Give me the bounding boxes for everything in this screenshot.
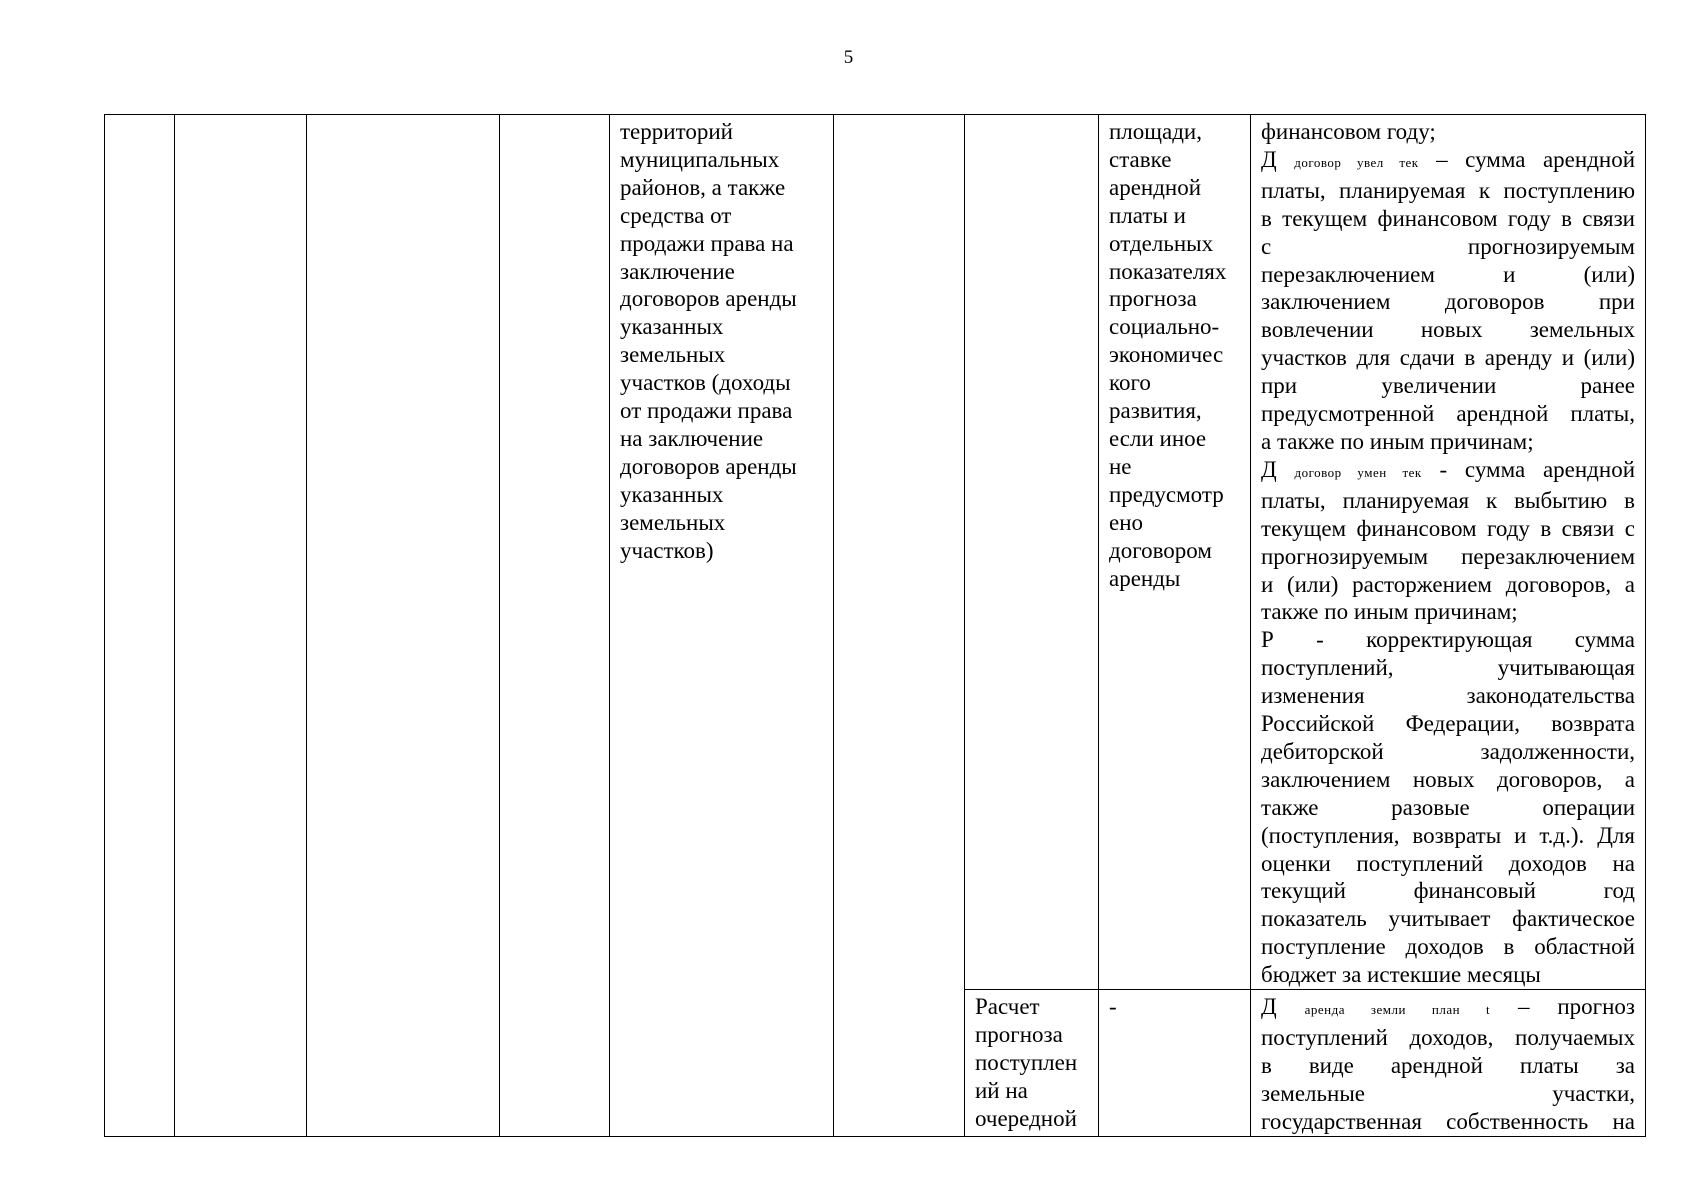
text-line: земельные участки, (1261, 1080, 1635, 1106)
text-line: изменения законодательства (1261, 683, 1635, 709)
formula-term-d-decrease (1261, 456, 1635, 487)
variable-symbol: Д (1261, 994, 1277, 1020)
text-line: социально- (1109, 314, 1220, 340)
text-line: заключением договоров при (1261, 289, 1635, 315)
text-line: отдельных (1109, 230, 1214, 256)
cell-col7 (965, 115, 1099, 990)
text-line: площади, (1109, 119, 1202, 144)
text-line: прогнозируемым перезаключением (1261, 543, 1635, 569)
text-line: на заключение (620, 425, 764, 451)
cell-calculation-basis (1099, 115, 1251, 990)
text-fragment: – сумма арендной (1418, 146, 1636, 172)
text-line: договоров аренды (620, 453, 797, 479)
text-line: районов, а также (620, 174, 786, 200)
text-line: бюджет за истекшие месяцы (1261, 962, 1541, 988)
cell-forecast-method (965, 990, 1099, 1137)
text-line: экономичес (1109, 342, 1224, 368)
text-line: государственная собственность на (1261, 1108, 1635, 1134)
text-line: заключением новых договоров, а (1261, 766, 1635, 792)
cell-col3 (307, 115, 500, 1137)
cell-income-description (610, 115, 834, 1137)
text-line: дебиторской задолженности, (1261, 738, 1635, 764)
cell-dash (1099, 990, 1251, 1137)
text-line: и (или) расторжением договоров, а (1261, 571, 1635, 597)
page-number: 5 (843, 47, 854, 68)
text-line: а также по иным причинам; (1261, 428, 1534, 454)
text-line: поступлений доходов, получаемых (1261, 1025, 1635, 1050)
variable-subscript: аренда земли план t (1304, 1002, 1491, 1018)
formula-term-d-increase (1261, 146, 1635, 177)
text-line: муниципальных (620, 146, 780, 172)
text-line: прогноза (975, 1022, 1063, 1047)
text-line: не (1109, 453, 1132, 479)
text-line: (поступления, возвраты и т.д.). Для (1261, 822, 1635, 848)
text-line: также разовые операции (1261, 794, 1635, 820)
text-line: от продажи права (620, 398, 793, 424)
formula-term-p: Р - корректирующая сумма (1261, 627, 1635, 653)
text-line: предусмотр (1109, 481, 1224, 507)
cell-col2 (175, 115, 307, 1137)
text-line: поступлен (975, 1049, 1078, 1075)
text-line: - (1109, 994, 1117, 1020)
text-line: финансовом году; (1261, 119, 1436, 144)
cell-col1 (105, 115, 175, 1137)
text-line: продажи права на (620, 230, 794, 256)
text-line: с прогнозируемым (1261, 233, 1635, 259)
text-line: территорий (620, 119, 733, 144)
text-line: участков) (620, 537, 714, 563)
text-line: вовлечении новых земельных (1261, 317, 1635, 343)
formula-term-d-rent-plan (1261, 993, 1635, 1024)
text-line: кого (1109, 370, 1151, 396)
cell-col4 (500, 115, 610, 1137)
text-line: указанных (620, 481, 724, 507)
text-line: ставке (1109, 146, 1172, 172)
text-line: Расчет (975, 994, 1040, 1020)
text-fragment: – прогноз (1490, 994, 1636, 1020)
text-line: земельных (620, 509, 726, 535)
text-line: ий на (975, 1077, 1028, 1103)
text-line: прогноза (1109, 286, 1197, 312)
text-line: текущий финансовый год (1261, 878, 1635, 904)
variable-symbol: Д (1261, 146, 1277, 172)
text-line: аренды (1109, 565, 1181, 591)
text-line: текущем финансовом году в связи с (1261, 515, 1635, 541)
text-line: платы, планируемая к поступлению (1261, 177, 1635, 203)
text-line: показателях (1109, 258, 1227, 284)
text-line: также по иным причинам; (1261, 599, 1518, 625)
text-line: перезаключением и (или) (1261, 261, 1635, 287)
text-line: средства от (620, 202, 732, 228)
text-line: арендной (1109, 174, 1202, 200)
text-line: договором (1109, 537, 1212, 563)
table-row (105, 115, 1646, 990)
text-line: участков (доходы (620, 370, 791, 396)
text-line: оценки поступлений доходов на (1261, 850, 1635, 876)
cell-forecast-definition (1251, 990, 1646, 1137)
text-line: платы и (1109, 202, 1186, 228)
text-line: при увеличении ранее (1261, 373, 1635, 399)
text-line: если иное (1109, 425, 1207, 451)
text-line: договоров аренды (620, 286, 797, 312)
text-line: поступление доходов в областной (1261, 934, 1635, 960)
text-line: платы, планируемая к выбытию в (1261, 487, 1635, 513)
text-line: в виде арендной платы за (1261, 1052, 1635, 1078)
text-line: очередной (975, 1105, 1077, 1131)
text-line: заключение (620, 258, 735, 284)
variable-subscript: договор умен тек (1294, 464, 1422, 480)
text-line: развития, (1109, 398, 1202, 424)
text-line: поступлений, учитывающая (1261, 655, 1635, 681)
variable-symbol: Д (1261, 456, 1277, 482)
text-line: Российской Федерации, возврата (1261, 711, 1635, 737)
text-line: участков для сдачи в аренду и (или) (1261, 345, 1635, 371)
text-line: в текущем финансовом году в связи (1261, 205, 1635, 231)
text-line: предусмотренной арендной платы, (1261, 401, 1635, 427)
text-line: показатель учитывает фактическое (1261, 906, 1635, 932)
cell-formula-definitions (1251, 115, 1646, 990)
document-table (104, 114, 1646, 1137)
variable-subscript: договор увел тек (1294, 154, 1419, 170)
text-line: указанных (620, 314, 724, 340)
text-line: земельных (620, 342, 726, 368)
cell-col6 (834, 115, 965, 1137)
text-fragment: - сумма арендной (1421, 456, 1635, 482)
text-line: ено (1109, 509, 1144, 535)
